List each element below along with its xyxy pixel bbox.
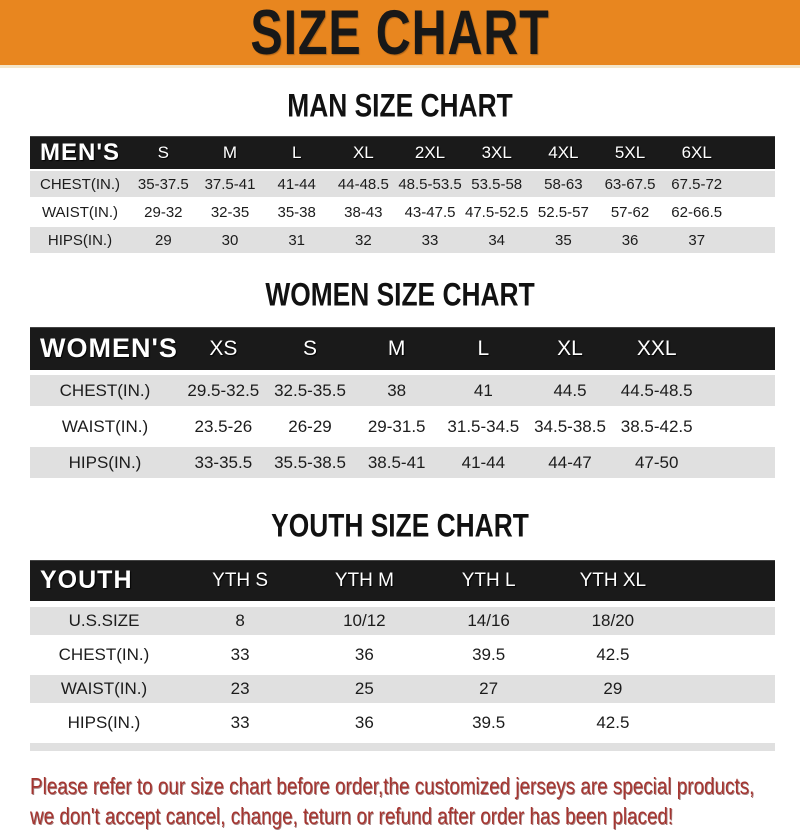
- column-header: M: [387, 336, 406, 360]
- table-row: [30, 607, 775, 635]
- column-header: XS: [209, 336, 238, 360]
- row-label: HIPS(IN.): [68, 452, 142, 472]
- row-label: U.S.SIZE: [68, 611, 140, 630]
- column-header: L: [477, 336, 490, 360]
- cell-value: 32.5-35.5: [274, 380, 346, 400]
- cell-value: 38: [387, 380, 407, 400]
- cell-value: 44.5-48.5: [620, 380, 693, 400]
- cell-value: 10/12: [343, 611, 386, 630]
- cell-value: 36: [621, 231, 639, 249]
- cell-value: 33-35.5: [194, 452, 253, 472]
- cell-value: 47.5-52.5: [465, 203, 529, 221]
- column-header: YTH L: [461, 569, 516, 591]
- table-header-row: [30, 327, 775, 370]
- cell-value: 33: [230, 713, 250, 732]
- cell-value: 25: [354, 679, 374, 698]
- cell-value: 37.5-41: [204, 175, 256, 193]
- column-header: YTH M: [334, 569, 394, 591]
- table-row: [30, 171, 775, 197]
- column-header: XL: [352, 142, 374, 162]
- section-men: [0, 88, 800, 253]
- cell-value: 29-31.5: [367, 416, 426, 436]
- section-title: MAN SIZE CHART: [287, 87, 513, 124]
- cell-value: 26-29: [288, 416, 332, 436]
- table-header-row: [30, 560, 775, 601]
- cell-value: 36: [354, 713, 374, 732]
- cell-value: 38.5-42.5: [620, 416, 693, 436]
- table-row: [30, 375, 775, 406]
- row-label: WAIST(IN.): [61, 416, 149, 436]
- row-label: CHEST(IN.): [59, 380, 151, 400]
- cell-value: 14/16: [467, 611, 510, 630]
- table-header-label: WOMEN'S: [40, 333, 178, 363]
- footer-line-2: we don't accept cancel, change, teturn or refund after order has been placed!: [30, 803, 674, 829]
- column-header: 3XL: [481, 142, 512, 162]
- youth-size-table: [30, 560, 775, 751]
- cell-value: 62-66.5: [671, 203, 723, 221]
- column-header: S: [157, 142, 169, 162]
- cell-value: 8: [235, 611, 245, 630]
- cell-value: 41-44: [277, 175, 316, 193]
- cell-value: 41-44: [461, 452, 506, 472]
- table-header-label: MEN'S: [40, 138, 121, 166]
- cell-value: 37: [688, 231, 706, 249]
- cell-value: 34.5-38.5: [534, 416, 606, 436]
- women-size-table: [30, 327, 775, 478]
- column-header: M: [222, 142, 238, 162]
- table-header-row: [30, 136, 775, 169]
- men-size-table: [30, 136, 775, 253]
- cell-value: 44.5: [553, 380, 587, 400]
- cell-value: 31.5-34.5: [447, 416, 520, 436]
- cell-value: 29.5-32.5: [187, 380, 260, 400]
- footer-line-1: Please refer to our size chart before order,the customized jerseys are special products,: [30, 773, 755, 799]
- table-row: [30, 411, 775, 442]
- cell-value: 31: [288, 231, 306, 249]
- row-label: CHEST(IN.): [58, 645, 150, 664]
- cell-value: 36: [354, 645, 374, 664]
- cell-value: 52.5-57: [537, 203, 589, 221]
- cell-value: 33: [421, 231, 439, 249]
- cell-value: 35-38: [277, 203, 316, 221]
- cell-value: 58-63: [544, 175, 583, 193]
- row-label: WAIST(IN.): [41, 203, 119, 221]
- footer-note: [0, 771, 800, 831]
- cell-value: 32-35: [210, 203, 250, 221]
- table-row: [30, 675, 775, 703]
- table-header-label: YOUTH: [40, 566, 133, 594]
- cell-value: 48.5-53.5: [398, 175, 462, 193]
- column-header: 5XL: [614, 142, 646, 162]
- column-header: S: [303, 336, 318, 360]
- row-label: WAIST(IN.): [60, 679, 148, 698]
- column-header: XXL: [636, 336, 677, 360]
- row-label: CHEST(IN.): [40, 175, 120, 193]
- cell-value: 27: [479, 679, 499, 698]
- table-row: [30, 641, 775, 669]
- cell-value: 23: [230, 679, 250, 698]
- row-label: HIPS(IN.): [67, 713, 141, 732]
- column-header: YTH XL: [579, 569, 647, 591]
- cell-value: 39.5: [472, 645, 506, 664]
- cell-value: 38.5-41: [367, 452, 426, 472]
- cell-value: 29: [603, 679, 623, 698]
- table-row: [30, 227, 775, 253]
- cell-value: 41: [473, 380, 493, 400]
- cell-value: 39.5: [472, 713, 506, 732]
- cell-value: 35.5-38.5: [274, 452, 346, 472]
- cell-value: 44-47: [548, 452, 592, 472]
- cell-value: 30: [221, 231, 239, 249]
- cell-value: 18/20: [591, 611, 635, 630]
- table-row: [30, 447, 775, 478]
- column-header: 4XL: [548, 142, 579, 162]
- cell-value: 34: [488, 231, 506, 249]
- column-header: 2XL: [414, 142, 446, 162]
- cell-value: 57-62: [610, 203, 650, 221]
- cell-value: 33: [230, 645, 250, 664]
- cell-value: 63-67.5: [604, 175, 656, 193]
- cell-value: 35-37.5: [137, 175, 189, 193]
- column-header: YTH S: [212, 569, 269, 591]
- column-header: 6XL: [681, 142, 712, 162]
- section-youth: [0, 508, 800, 751]
- cell-value: 32: [355, 231, 372, 249]
- column-header: L: [291, 142, 302, 162]
- cell-value: 53.5-58: [471, 175, 523, 193]
- cell-value: 35: [555, 231, 572, 249]
- cell-value: 29: [154, 231, 172, 249]
- cell-value: 38-43: [344, 203, 383, 221]
- cell-value: 44-48.5: [337, 175, 389, 193]
- page-title: SIZE CHART: [250, 0, 550, 68]
- cell-value: 29-32: [144, 203, 183, 221]
- cell-value: 42.5: [596, 713, 630, 732]
- table-row: [30, 709, 775, 737]
- cell-value: 43-47.5: [404, 203, 456, 221]
- section-title: WOMEN SIZE CHART: [265, 276, 535, 313]
- column-header: XL: [557, 336, 583, 360]
- cell-value: 67.5-72: [671, 175, 723, 193]
- banner: [0, 0, 800, 68]
- section-title: YOUTH SIZE CHART: [271, 507, 529, 544]
- cell-value: 23.5-26: [194, 416, 253, 436]
- cell-value: 47-50: [634, 452, 679, 472]
- table-row: [30, 199, 775, 225]
- row-label: HIPS(IN.): [47, 231, 113, 249]
- section-women: [0, 277, 800, 478]
- cell-value: 42.5: [596, 645, 630, 664]
